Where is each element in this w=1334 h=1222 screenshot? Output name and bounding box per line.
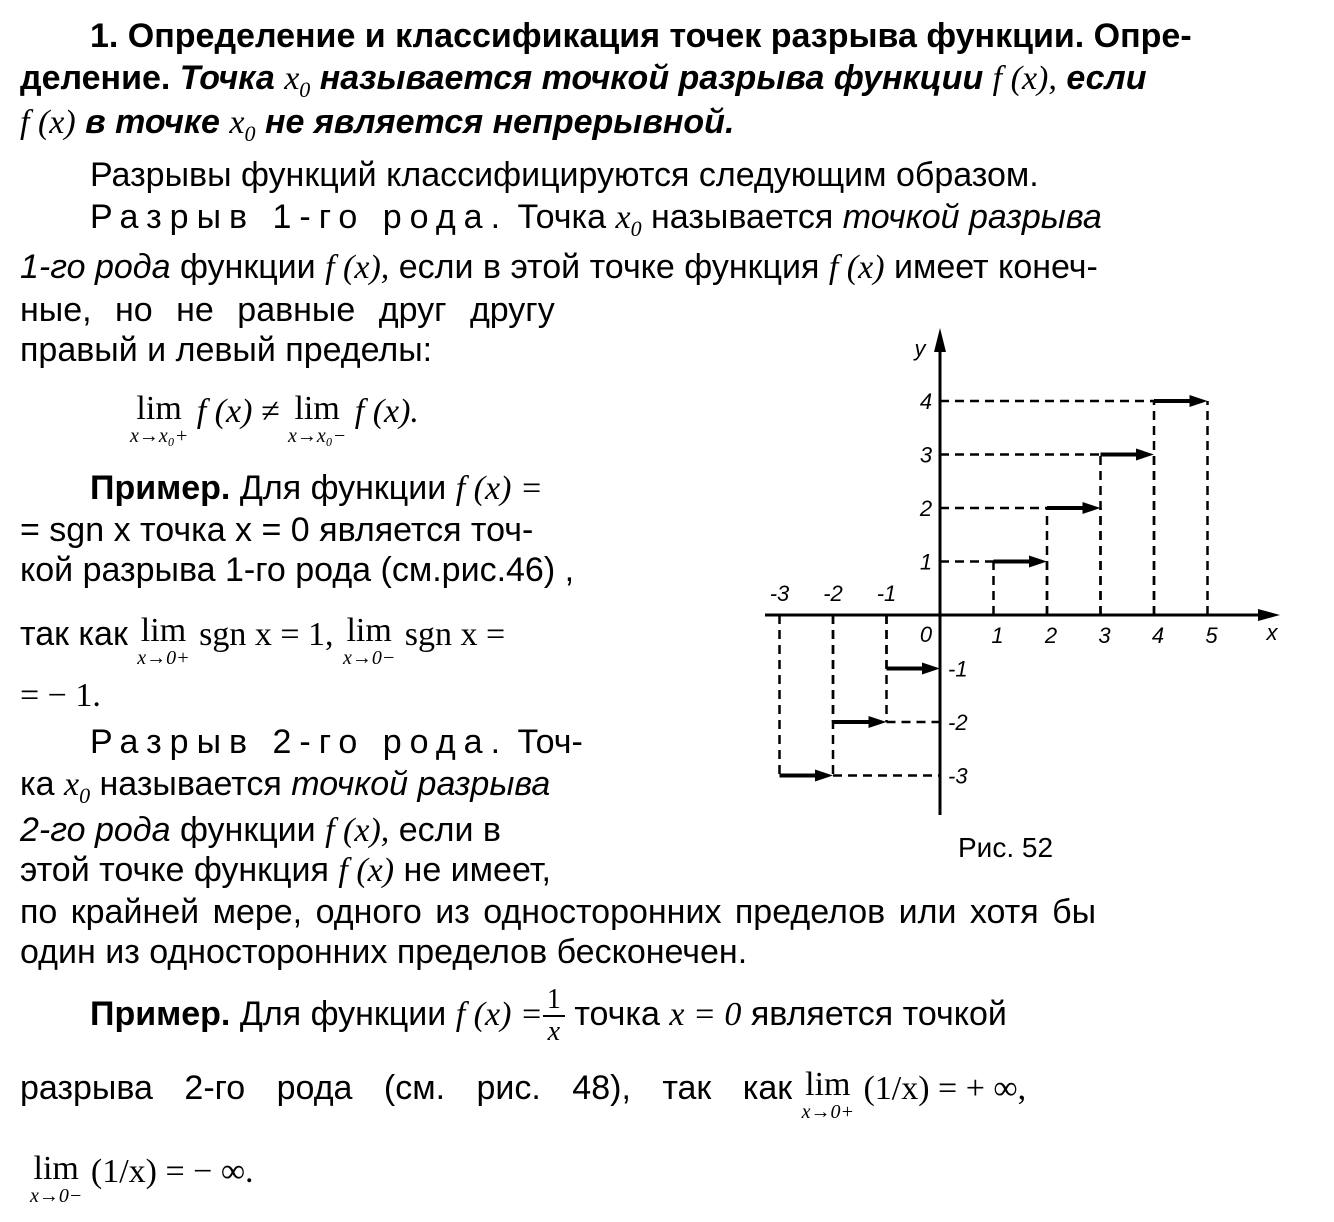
definition-line-2 <box>20 102 734 154</box>
fx-symbol: f (x), <box>992 60 1057 97</box>
type2-line-3: 2-го рода функции f (x), если в <box>20 811 501 849</box>
type1-line-1 <box>90 197 1282 249</box>
example1-line-4: так как lim x→0+ sgn x = 1, lim x→0− sgn x = <box>20 612 506 669</box>
type2-line-5: по крайней мере, одного из односторонних пределов или хотя бы <box>20 893 1097 931</box>
y-tick-label: 2 <box>919 496 933 521</box>
y-tick-label: 3 <box>919 442 933 468</box>
y-axis-arrow <box>934 328 946 352</box>
example1-line-1: Пример. Для функции f (x) = <box>90 469 543 507</box>
classification-intro: Разрывы функций классифицируются следующим образом. <box>90 156 1039 194</box>
step-arrowhead <box>1136 449 1154 461</box>
x-axis-label: x <box>1266 620 1278 645</box>
fx-symbol-2: f (x) <box>20 104 76 141</box>
formula-type1: lim x→x₀+ f (x) ≠ lim x→x₀− f (x). <box>130 390 419 447</box>
def-text-f: не является непрерывной. <box>264 103 735 141</box>
step-arrowhead <box>1029 556 1047 568</box>
y-tick-label: 4 <box>919 389 933 414</box>
example1-line-3: кой разрыва 1-го рода (см.рис.46) , <box>20 551 575 589</box>
example2-line-3: lim x→0− (1/x) = − ∞. <box>30 1150 254 1207</box>
type1-title: Разрыв 1-го рода. <box>90 198 509 236</box>
x0-symbol: $x_0$ <box>284 60 311 102</box>
example2-line-1: Пример. Для функции f (x) = $\frac{1}{x}$ точка x = 0 является точкой <box>90 984 1007 1047</box>
x-tick-label: -1 <box>876 581 897 606</box>
x-tick-label: -3 <box>769 581 790 606</box>
example2-label: Пример. <box>90 994 231 1033</box>
x-tick-label: 5 <box>1205 623 1218 648</box>
type2-term: точкой разрыва <box>291 765 551 803</box>
x-tick-label: 4 <box>1151 623 1165 648</box>
type2-line-6: один из односторонних пределов бесконечен. <box>20 933 748 971</box>
example1-line-2: = sgn x точка x = 0 является точ- <box>20 511 534 549</box>
y-tick-label: -2 <box>948 710 968 735</box>
type2-line-2: ка $x_0$ называется точкой разрыва <box>20 765 551 808</box>
x0-symbol-2: $x_0$ <box>229 104 256 146</box>
y-axis-label: y <box>914 336 926 361</box>
y-tick-label: 1 <box>919 549 933 575</box>
x-tick-label: -2 <box>823 581 843 606</box>
step-arrowhead <box>922 663 940 675</box>
type2-title: Разрыв 2-го рода. <box>90 723 509 761</box>
def-text-b: называется точкой разрыва функции <box>319 59 984 97</box>
heading-definition-word: деление. <box>20 59 171 97</box>
type1-line-4: правый и левый пределы: <box>20 331 433 369</box>
type1-text-a: Точка <box>517 198 607 236</box>
type2-line-4: этой точке функция f (x) не имеет, <box>20 851 551 889</box>
def-text-a: Точка <box>179 59 275 97</box>
origin-label: 0 <box>919 622 933 647</box>
heading-line-1: 1. Определение и классификация точек разрыва функции. Опре- <box>90 17 1192 55</box>
type1-term: точкой разрыва <box>842 198 1102 236</box>
x-tick-label: 3 <box>1098 623 1111 648</box>
x0-symbol-4: $x_0$ <box>63 766 91 808</box>
type2-term-2: 2-го рода <box>20 811 171 849</box>
type1-text-b: называется <box>651 198 834 236</box>
figure-caption: Рис. 52 <box>958 832 1054 863</box>
type1-term-2: 1-го рода <box>20 248 171 286</box>
step-arrowhead <box>815 770 833 782</box>
type1-line-3: ные, но не равные друг другу <box>20 291 555 329</box>
fraction-one-over-x: $\frac{1}{x}$ <box>543 985 565 1047</box>
example2-line-2: разрыва 2-го рода (см. рис. 48), так как lim x→0+ (1/x) = + ∞, <box>20 1066 1027 1123</box>
step-arrowhead <box>1190 395 1208 407</box>
x-tick-label: 1 <box>991 623 1004 648</box>
def-text-e: в точке <box>85 103 220 141</box>
step-arrowhead <box>869 716 887 728</box>
y-tick-label: -1 <box>948 656 968 682</box>
y-tick-label: -3 <box>948 763 968 789</box>
def-text-c: если <box>1066 59 1147 97</box>
step-arrowhead <box>1083 502 1101 514</box>
type1-line-2: 1-го рода функции f (x), если в этой точке функция f (x) имеет конеч- <box>20 248 1098 286</box>
example1-line-5: = − 1. <box>20 677 101 714</box>
x-tick-label: 2 <box>1044 623 1058 648</box>
example1-label: Пример. <box>90 469 231 507</box>
type2-line-1: Разрыв 2-го рода. Точ- <box>90 723 583 761</box>
step-function-chart <box>750 320 1310 840</box>
x0-symbol-3: $x_0$ <box>615 199 642 241</box>
